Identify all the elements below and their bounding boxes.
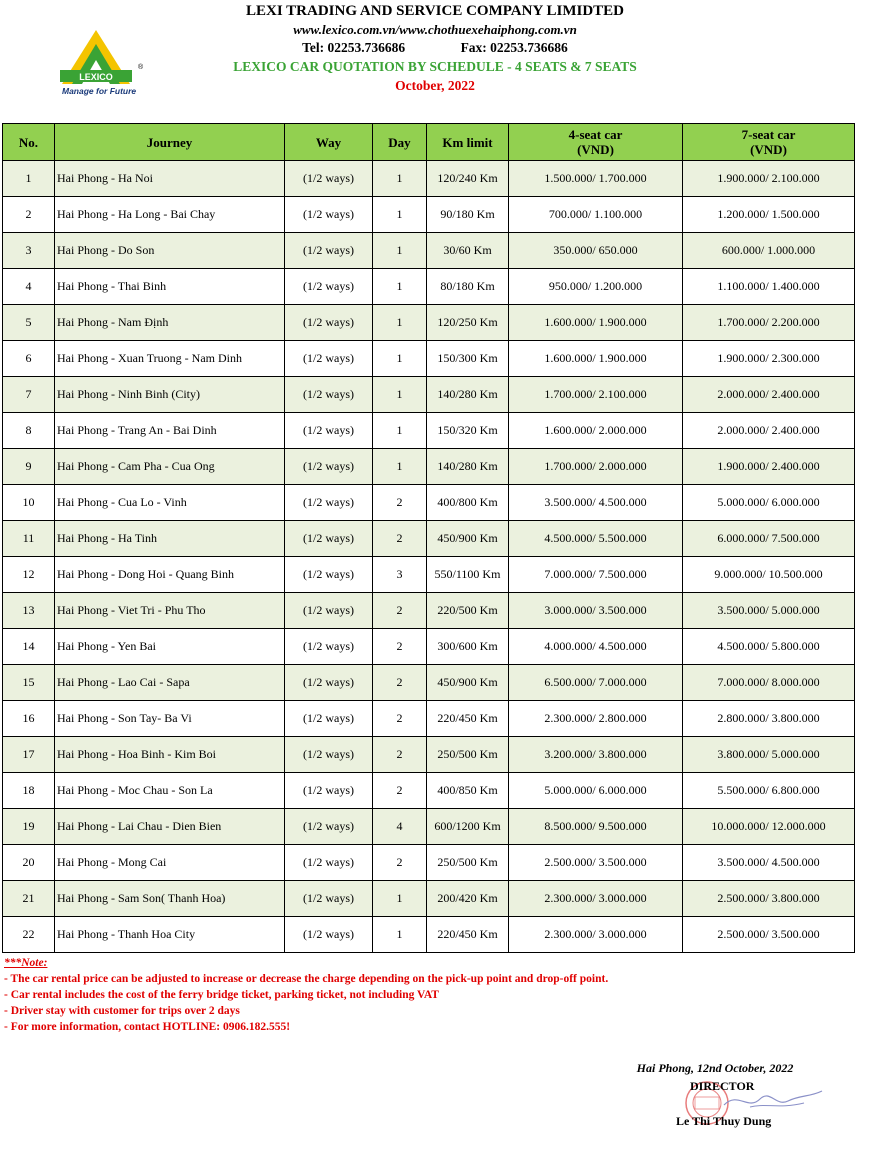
cell-no: 19 — [3, 809, 55, 845]
cell-4-seat-price: 5.000.000/ 6.000.000 — [509, 773, 683, 809]
cell-way: (1/2 ways) — [285, 701, 373, 737]
cell-km-limit: 250/500 Km — [427, 737, 509, 773]
cell-no: 13 — [3, 593, 55, 629]
cell-no: 5 — [3, 305, 55, 341]
cell-no: 3 — [3, 233, 55, 269]
cell-day: 2 — [373, 521, 427, 557]
cell-way: (1/2 ways) — [285, 233, 373, 269]
cell-journey: Hai Phong - Lai Chau - Dien Bien — [55, 809, 285, 845]
cell-no: 1 — [3, 161, 55, 197]
cell-7-seat-price: 1.200.000/ 1.500.000 — [683, 197, 855, 233]
cell-no: 7 — [3, 377, 55, 413]
cell-4-seat-price: 1.700.000/ 2.000.000 — [509, 449, 683, 485]
cell-journey: Hai Phong - Thai Binh — [55, 269, 285, 305]
cell-journey: Hai Phong - Trang An - Bai Dinh — [55, 413, 285, 449]
cell-way: (1/2 ways) — [285, 809, 373, 845]
cell-journey: Hai Phong - Xuan Truong - Nam Dinh — [55, 341, 285, 377]
cell-7-seat-price: 10.000.000/ 12.000.000 — [683, 809, 855, 845]
header-7-seat-price: 7-seat car (VND) — [683, 124, 855, 161]
cell-no: 2 — [3, 197, 55, 233]
company-websites: www.lexico.com.vn/www.chothuexehaiphong.com.vn — [293, 22, 577, 37]
cell-day: 2 — [373, 665, 427, 701]
cell-km-limit: 200/420 Km — [427, 881, 509, 917]
signer-role: DIRECTOR — [690, 1079, 755, 1093]
cell-journey: Hai Phong - Son Tay- Ba Vi — [55, 701, 285, 737]
cell-journey: Hai Phong - Lao Cai - Sapa — [55, 665, 285, 701]
cell-km-limit: 150/300 Km — [427, 341, 509, 377]
table-row — [3, 161, 855, 197]
table-row — [3, 881, 855, 917]
table-row — [3, 845, 855, 881]
signature-block — [600, 1061, 830, 1128]
table-row — [3, 701, 855, 737]
cell-4-seat-price: 2.300.000/ 3.000.000 — [509, 881, 683, 917]
cell-way: (1/2 ways) — [285, 665, 373, 701]
cell-way: (1/2 ways) — [285, 629, 373, 665]
cell-journey: Hai Phong - Nam Định — [55, 305, 285, 341]
cell-km-limit: 120/240 Km — [427, 161, 509, 197]
cell-4-seat-price: 8.500.000/ 9.500.000 — [509, 809, 683, 845]
cell-7-seat-price: 6.000.000/ 7.500.000 — [683, 521, 855, 557]
cell-way: (1/2 ways) — [285, 881, 373, 917]
cell-way: (1/2 ways) — [285, 845, 373, 881]
cell-km-limit: 450/900 Km — [427, 665, 509, 701]
cell-4-seat-price: 3.200.000/ 3.800.000 — [509, 737, 683, 773]
note-item: - The car rental price can be adjusted to increase or decrease the charge depending on the pick-up point and drop-off point. — [4, 973, 609, 985]
cell-7-seat-price: 2.500.000/ 3.800.000 — [683, 881, 855, 917]
cell-way: (1/2 ways) — [285, 737, 373, 773]
table-row — [3, 737, 855, 773]
logo-tagline: Manage for Future — [62, 86, 137, 96]
cell-way: (1/2 ways) — [285, 773, 373, 809]
cell-7-seat-price: 7.000.000/ 8.000.000 — [683, 665, 855, 701]
cell-day: 1 — [373, 305, 427, 341]
cell-km-limit: 140/280 Km — [427, 377, 509, 413]
table-row — [3, 917, 855, 953]
table-row — [3, 449, 855, 485]
note-item: - Car rental includes the cost of the ferry bridge ticket, parking ticket, not including VAT — [4, 989, 439, 1001]
cell-day: 1 — [373, 449, 427, 485]
cell-7-seat-price: 600.000/ 1.000.000 — [683, 233, 855, 269]
cell-7-seat-price: 3.800.000/ 5.000.000 — [683, 737, 855, 773]
cell-way: (1/2 ways) — [285, 521, 373, 557]
cell-day: 2 — [373, 701, 427, 737]
table-row — [3, 377, 855, 413]
cell-no: 16 — [3, 701, 55, 737]
table-row — [3, 233, 855, 269]
cell-day: 4 — [373, 809, 427, 845]
cell-no: 6 — [3, 341, 55, 377]
cell-no: 22 — [3, 917, 55, 953]
cell-no: 17 — [3, 737, 55, 773]
cell-day: 2 — [373, 845, 427, 881]
cell-journey: Hai Phong - Ninh Binh (City) — [55, 377, 285, 413]
cell-km-limit: 250/500 Km — [427, 845, 509, 881]
cell-km-limit: 140/280 Km — [427, 449, 509, 485]
cell-no: 14 — [3, 629, 55, 665]
telephone: Tel: 02253.736686 — [302, 40, 406, 55]
note-item: - Driver stay with customer for trips over 2 days — [4, 1005, 240, 1017]
cell-no: 10 — [3, 485, 55, 521]
cell-no: 11 — [3, 521, 55, 557]
cell-7-seat-price: 1.900.000/ 2.300.000 — [683, 341, 855, 377]
cell-km-limit: 220/500 Km — [427, 593, 509, 629]
cell-way: (1/2 ways) — [285, 593, 373, 629]
cell-4-seat-price: 1.500.000/ 1.700.000 — [509, 161, 683, 197]
table-row — [3, 341, 855, 377]
cell-day: 2 — [373, 629, 427, 665]
cell-4-seat-price: 7.000.000/ 7.500.000 — [509, 557, 683, 593]
cell-4-seat-price: 2.300.000/ 3.000.000 — [509, 917, 683, 953]
cell-journey: Hai Phong - Yen Bai — [55, 629, 285, 665]
cell-way: (1/2 ways) — [285, 557, 373, 593]
cell-4-seat-price: 6.500.000/ 7.000.000 — [509, 665, 683, 701]
table-header-row — [3, 124, 855, 161]
cell-7-seat-price: 1.700.000/ 2.200.000 — [683, 305, 855, 341]
cell-km-limit: 220/450 Km — [427, 917, 509, 953]
cell-no: 15 — [3, 665, 55, 701]
cell-km-limit: 80/180 Km — [427, 269, 509, 305]
cell-no: 21 — [3, 881, 55, 917]
cell-4-seat-price: 1.700.000/ 2.100.000 — [509, 377, 683, 413]
cell-day: 1 — [373, 161, 427, 197]
cell-journey: Hai Phong - Viet Tri - Phu Tho — [55, 593, 285, 629]
cell-day: 2 — [373, 593, 427, 629]
cell-day: 1 — [373, 197, 427, 233]
cell-km-limit: 450/900 Km — [427, 521, 509, 557]
cell-journey: Hai Phong - Sam Son( Thanh Hoa) — [55, 881, 285, 917]
cell-day: 1 — [373, 233, 427, 269]
cell-km-limit: 220/450 Km — [427, 701, 509, 737]
cell-way: (1/2 ways) — [285, 449, 373, 485]
cell-day: 2 — [373, 773, 427, 809]
cell-journey: Hai Phong - Mong Cai — [55, 845, 285, 881]
cell-4-seat-price: 950.000/ 1.200.000 — [509, 269, 683, 305]
fax: Fax: 02253.736686 — [460, 40, 568, 55]
cell-4-seat-price: 3.500.000/ 4.500.000 — [509, 485, 683, 521]
table-row — [3, 521, 855, 557]
cell-7-seat-price: 1.100.000/ 1.400.000 — [683, 269, 855, 305]
cell-7-seat-price: 9.000.000/ 10.500.000 — [683, 557, 855, 593]
cell-km-limit: 30/60 Km — [427, 233, 509, 269]
cell-way: (1/2 ways) — [285, 269, 373, 305]
cell-km-limit: 90/180 Km — [427, 197, 509, 233]
cell-4-seat-price: 3.000.000/ 3.500.000 — [509, 593, 683, 629]
cell-day: 1 — [373, 917, 427, 953]
header-km-limit: Km limit — [427, 124, 509, 161]
table-row — [3, 305, 855, 341]
cell-way: (1/2 ways) — [285, 197, 373, 233]
cell-7-seat-price: 4.500.000/ 5.800.000 — [683, 629, 855, 665]
table-row — [3, 629, 855, 665]
cell-way: (1/2 ways) — [285, 485, 373, 521]
table-row — [3, 413, 855, 449]
notes-section — [4, 955, 608, 1035]
cell-no: 8 — [3, 413, 55, 449]
cell-journey: Hai Phong - Do Son — [55, 233, 285, 269]
cell-journey: Hai Phong - Ha Long - Bai Chay — [55, 197, 285, 233]
lexico-logo-mark — [52, 26, 152, 86]
quotation-date: October, 2022 — [395, 78, 475, 93]
cell-day: 1 — [373, 341, 427, 377]
cell-7-seat-price: 5.500.000/ 6.800.000 — [683, 773, 855, 809]
cell-7-seat-price: 2.500.000/ 3.500.000 — [683, 917, 855, 953]
cell-no: 4 — [3, 269, 55, 305]
table-row — [3, 773, 855, 809]
registered-mark: ® — [138, 64, 144, 71]
cell-4-seat-price: 4.000.000/ 4.500.000 — [509, 629, 683, 665]
table-row — [3, 809, 855, 845]
cell-no: 9 — [3, 449, 55, 485]
header-journey: Journey — [55, 124, 285, 161]
logo-text: LEXICO — [79, 72, 113, 82]
cell-4-seat-price: 2.500.000/ 3.500.000 — [509, 845, 683, 881]
cell-4-seat-price: 1.600.000/ 2.000.000 — [509, 413, 683, 449]
cell-no: 12 — [3, 557, 55, 593]
table-row — [3, 485, 855, 521]
table-row — [3, 593, 855, 629]
place-date: Hai Phong, 12nd October, 2022 — [636, 1061, 794, 1075]
cell-7-seat-price: 5.000.000/ 6.000.000 — [683, 485, 855, 521]
cell-journey: Hai Phong - Hoa Binh - Kim Boi — [55, 737, 285, 773]
cell-way: (1/2 ways) — [285, 917, 373, 953]
quotation-title: LEXICO CAR QUOTATION BY SCHEDULE - 4 SEATS & 7 SEATS — [233, 59, 637, 74]
cell-journey: Hai Phong - Dong Hoi - Quang Binh — [55, 557, 285, 593]
cell-day: 1 — [373, 269, 427, 305]
cell-journey: Hai Phong - Cam Pha - Cua Ong — [55, 449, 285, 485]
quotation-table — [2, 123, 855, 953]
header-way: Way — [285, 124, 373, 161]
cell-4-seat-price: 350.000/ 650.000 — [509, 233, 683, 269]
header-4-seat-price: 4-seat car (VND) — [509, 124, 683, 161]
cell-way: (1/2 ways) — [285, 305, 373, 341]
cell-7-seat-price: 1.900.000/ 2.100.000 — [683, 161, 855, 197]
cell-journey: Hai Phong - Cua Lo - Vinh — [55, 485, 285, 521]
cell-way: (1/2 ways) — [285, 377, 373, 413]
cell-7-seat-price: 2.800.000/ 3.800.000 — [683, 701, 855, 737]
notes-heading: ***Note: — [4, 957, 48, 969]
cell-journey: Hai Phong - Thanh Hoa City — [55, 917, 285, 953]
note-item: - For more information, contact HOTLINE: 0906.182.555! — [4, 1021, 291, 1033]
cell-km-limit: 150/320 Km — [427, 413, 509, 449]
cell-7-seat-price: 3.500.000/ 4.500.000 — [683, 845, 855, 881]
cell-day: 2 — [373, 485, 427, 521]
cell-7-seat-price: 2.000.000/ 2.400.000 — [683, 377, 855, 413]
cell-day: 1 — [373, 413, 427, 449]
company-name: LEXI TRADING AND SERVICE COMPANY LIMIDTED — [246, 3, 624, 19]
cell-way: (1/2 ways) — [285, 161, 373, 197]
cell-4-seat-price: 700.000/ 1.100.000 — [509, 197, 683, 233]
cell-journey: Hai Phong - Moc Chau - Son La — [55, 773, 285, 809]
cell-7-seat-price: 3.500.000/ 5.000.000 — [683, 593, 855, 629]
cell-journey: Hai Phong - Ha Noi — [55, 161, 285, 197]
cell-4-seat-price: 1.600.000/ 1.900.000 — [509, 305, 683, 341]
cell-km-limit: 400/850 Km — [427, 773, 509, 809]
signer-name: Le Thi Thuy Dung — [676, 1114, 772, 1128]
cell-journey: Hai Phong - Ha Tinh — [55, 521, 285, 557]
cell-day: 1 — [373, 881, 427, 917]
table-row — [3, 557, 855, 593]
cell-day: 3 — [373, 557, 427, 593]
contact-line — [150, 39, 720, 57]
cell-4-seat-price: 4.500.000/ 5.500.000 — [509, 521, 683, 557]
header-no: No. — [3, 124, 55, 161]
header-day: Day — [373, 124, 427, 161]
cell-7-seat-price: 2.000.000/ 2.400.000 — [683, 413, 855, 449]
cell-way: (1/2 ways) — [285, 341, 373, 377]
cell-km-limit: 550/1100 Km — [427, 557, 509, 593]
document-header — [150, 2, 720, 95]
cell-no: 18 — [3, 773, 55, 809]
cell-day: 2 — [373, 737, 427, 773]
cell-day: 1 — [373, 377, 427, 413]
table-row — [3, 665, 855, 701]
cell-no: 20 — [3, 845, 55, 881]
cell-4-seat-price: 1.600.000/ 1.900.000 — [509, 341, 683, 377]
cell-km-limit: 600/1200 Km — [427, 809, 509, 845]
cell-7-seat-price: 1.900.000/ 2.400.000 — [683, 449, 855, 485]
cell-km-limit: 300/600 Km — [427, 629, 509, 665]
table-row — [3, 269, 855, 305]
cell-4-seat-price: 2.300.000/ 2.800.000 — [509, 701, 683, 737]
cell-km-limit: 400/800 Km — [427, 485, 509, 521]
cell-way: (1/2 ways) — [285, 413, 373, 449]
cell-km-limit: 120/250 Km — [427, 305, 509, 341]
table-row — [3, 197, 855, 233]
